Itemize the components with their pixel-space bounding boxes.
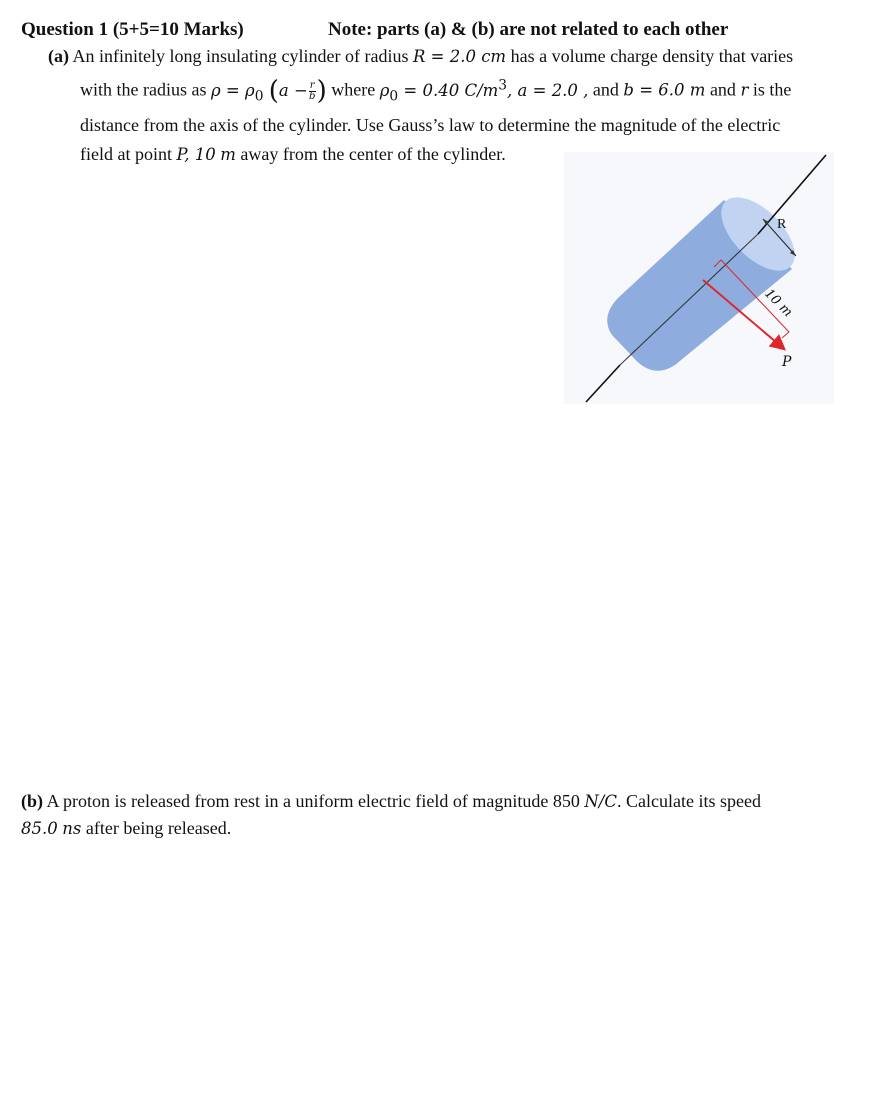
question-note: Note: parts (a) & (b) are not related to each other: [328, 19, 729, 40]
r-over-b-fraction: $\frac{r}{b}$: [308, 79, 316, 102]
part-a: [48, 42, 858, 169]
time-unit: ns: [62, 819, 82, 838]
question-title: Question 1 (5+5=10 Marks): [21, 19, 244, 40]
axis-line-lower: [586, 365, 620, 402]
cylinder-figure: [564, 152, 834, 404]
part-a-label: (a): [48, 46, 69, 66]
time-value: 85.0: [21, 819, 58, 838]
part-b-label: (b): [21, 791, 43, 811]
label-distance: 10 m: [761, 286, 796, 321]
part-a-line1: (a) An infinitely long insulating cylinder of radius R = 2.0 cm has a volume charge density that varies: [48, 46, 794, 66]
rho0-value: $\rho_0 = 0.40$ $C/m^3$, a = 2.0 ,: [379, 77, 589, 104]
density-formula: $\rho = \rho_0$ (a − $\frac{r}{b}$ ): [210, 75, 327, 106]
b-value: b = 6.0 m: [623, 80, 706, 100]
label-R: R: [777, 217, 787, 232]
field-unit: N/C: [584, 792, 617, 811]
part-a-line2: with the radius as $\rho = \rho_0$ (a − $\frac{r}{b}$ ) where $\rho_0 = 0.40$ $C/m^3$, a = 2.0 , and b = 6.0 m and r is the: [80, 75, 792, 106]
label-P: P: [782, 354, 792, 370]
part-b: (b) A proton is released from rest in a uniform electric field of magnitude 850 N/C. Calculate its speed 85.0 ns after being released.: [21, 791, 761, 838]
part-a-line4: field at point P, 10 m away from the center of the cylinder.: [80, 143, 506, 164]
part-a-line3: distance from the axis of the cylinder. Use Gauss’s law to determine the magnitude of the electric: [80, 114, 781, 135]
radius-expr: R = 2.0 cm: [412, 47, 507, 66]
cylinder-diagram: [564, 152, 834, 404]
